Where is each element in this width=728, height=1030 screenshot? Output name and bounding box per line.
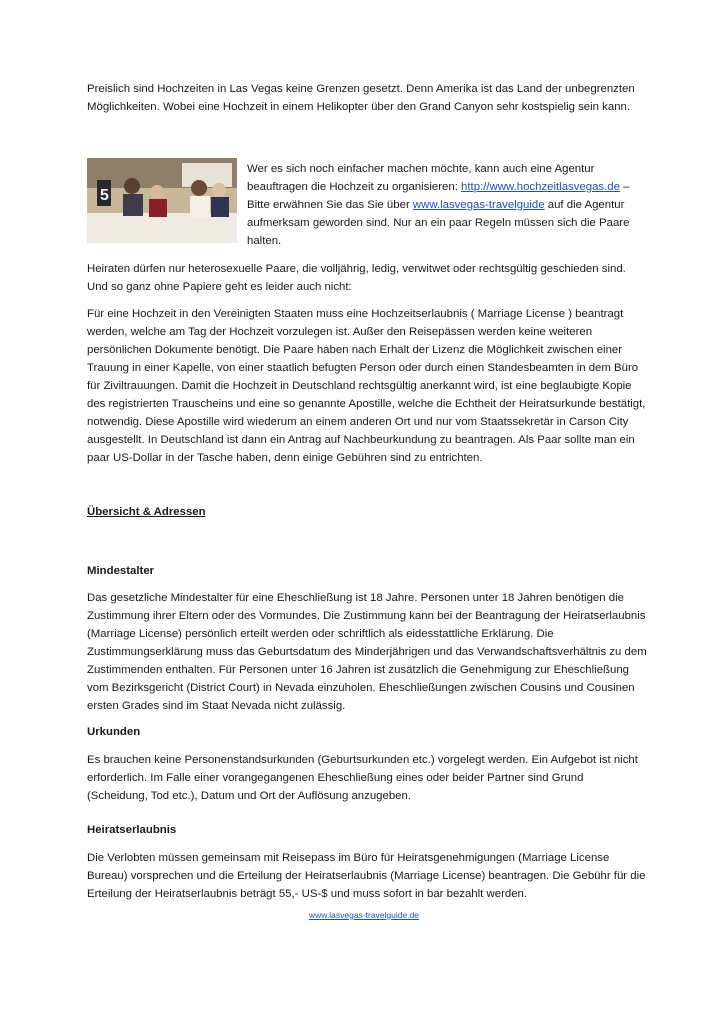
intro-paragraph: Preislich sind Hochzeiten in Las Vegas keine Grenzen gesetzt. Denn Amerika ist das Land der unbegrenzten Möglichkeiten. Wobei eine Hochzeit in einem Helikopter über den Grand Canyon sehr kostspielig sein kann. [87, 83, 635, 113]
hochzeit-agency-link[interactable]: http://www.hochzeitlasvegas.de [461, 181, 620, 193]
travelguide-link[interactable]: www.lasvegas-travelguide [412, 199, 545, 211]
footer-link[interactable]: www.lasvegas-travelguide.de [308, 910, 420, 920]
mindestalter-paragraph: Das gesetzliche Mindestalter für eine Eheschließung ist 18 Jahre. Personen unter 18 Jahren benötigen die Zustimmung ihrer Eltern oder des Vormundes. Die Zustimmung kann bei der Beantragung der Heiratserlaubnis (Marriage License) persönlich erteilt werden oder schriftlich als eidesstattliche Erklärung. Die Zustimmungserklärung muss das Geburtsdatum des Minderjährigen und das Verwandschaftsverhältnis zu dem Zustimmenden enthalten. Für Personen unter 16 Jahren ist zusätzlich die Genehmigung zur Eheschließung vom Bezirksgericht (District Court) in Nevada einzuholen. Eheschließungen zwischen Cousins und Cousinen ersten Grades sind im Staat Nevada nicht zulässig. [87, 592, 647, 712]
overview-heading: Übersicht & Adressen [87, 506, 206, 518]
page-footer [0, 909, 728, 921]
counter-sign-number: 5 [100, 187, 109, 204]
mindestalter-heading: Mindestalter [87, 565, 155, 577]
marriage-license-paragraph: Für eine Hochzeit in den Vereinigten Staaten muss eine Hochzeitserlaubnis ( Marriage License ) beantragt werden, welche am Tag der Hochzeit vorzulegen ist. Außer den Reisepässen werden keine weiteren persönlichen Dokumente benötigt. Die Paare haben nach Erhalt der Lizenz die Möglichkeit zwischen einer Trauung in einer Kapelle, von einer staatlich befugten Person oder durch einen Standesbeamten in dem Büro für Ziviltrauungen. Damit die Hochzeit in Deutschland rechtsgültig anerkannt wird, ist eine beglaubigte Kopie des registrierten Trauscheins und eine so genannte Apostille, welche die Echtheit der Heiratsurkunde bestätigt, notwendig. Diese Apostille wird wiederum an einem anderen Ort und nur vom Staatssekretär in Carson City ausgestellt. In Deutschland ist dann ein Antrag auf Nachbeurkundung zu beantragen. Als Paar sollte man ein paar US-Dollar in der Tasche haben, denn einige Gebühren sind zu entrichten. [87, 308, 646, 464]
heiratserlaubnis-heading: Heiratserlaubnis [87, 824, 177, 836]
urkunden-heading: Urkunden [87, 726, 141, 738]
office-photo-image [87, 158, 237, 243]
agency-text-part: – Bitte erwähnen Sie das Sie über [247, 181, 630, 211]
agency-text-part: Wer es sich noch einfacher machen möchte, kann auch eine Agentur beauftragen die Hochzeit zu organisieren: [247, 163, 595, 193]
urkunden-paragraph: Es brauchen keine Personenstandsurkunden (Geburtsurkunden etc.) vorgelegt werden. Ein Aufgebot ist nicht erforderlich. Im Falle einer vorangegangenen Eheschließung eines oder beider Partner sind Grund (Scheidung, Tod etc.), Datum und Ort der Auflösung anzugeben. [87, 754, 638, 802]
agency-paragraph [247, 160, 639, 250]
agency-text-part: auf die Agentur aufmerksam geworden sind. Nur an ein paar Regeln müssen sich die Paare halten. [247, 199, 630, 247]
heiratserlaubnis-paragraph: Die Verlobten müssen gemeinsam mit Reisepass im Büro für Heiratsgenehmigungen (Marriage License Bureau) vorsprechen und die Erteilung der Heiratserlaubnis (Marriage License) beantragen. Die Gebühr für die Erteilung der Heiratserlaubnis beträgt 55,- US-$ und muss sofort in bar bezahlt werden. [87, 852, 646, 900]
office-photo [87, 158, 237, 243]
requirements-paragraph: Heiraten dürfen nur heterosexuelle Paare, die volljährig, ledig, verwitwet oder rechtsgültig geschieden sind. Und so ganz ohne Papiere geht es leider auch nicht: [87, 263, 626, 293]
